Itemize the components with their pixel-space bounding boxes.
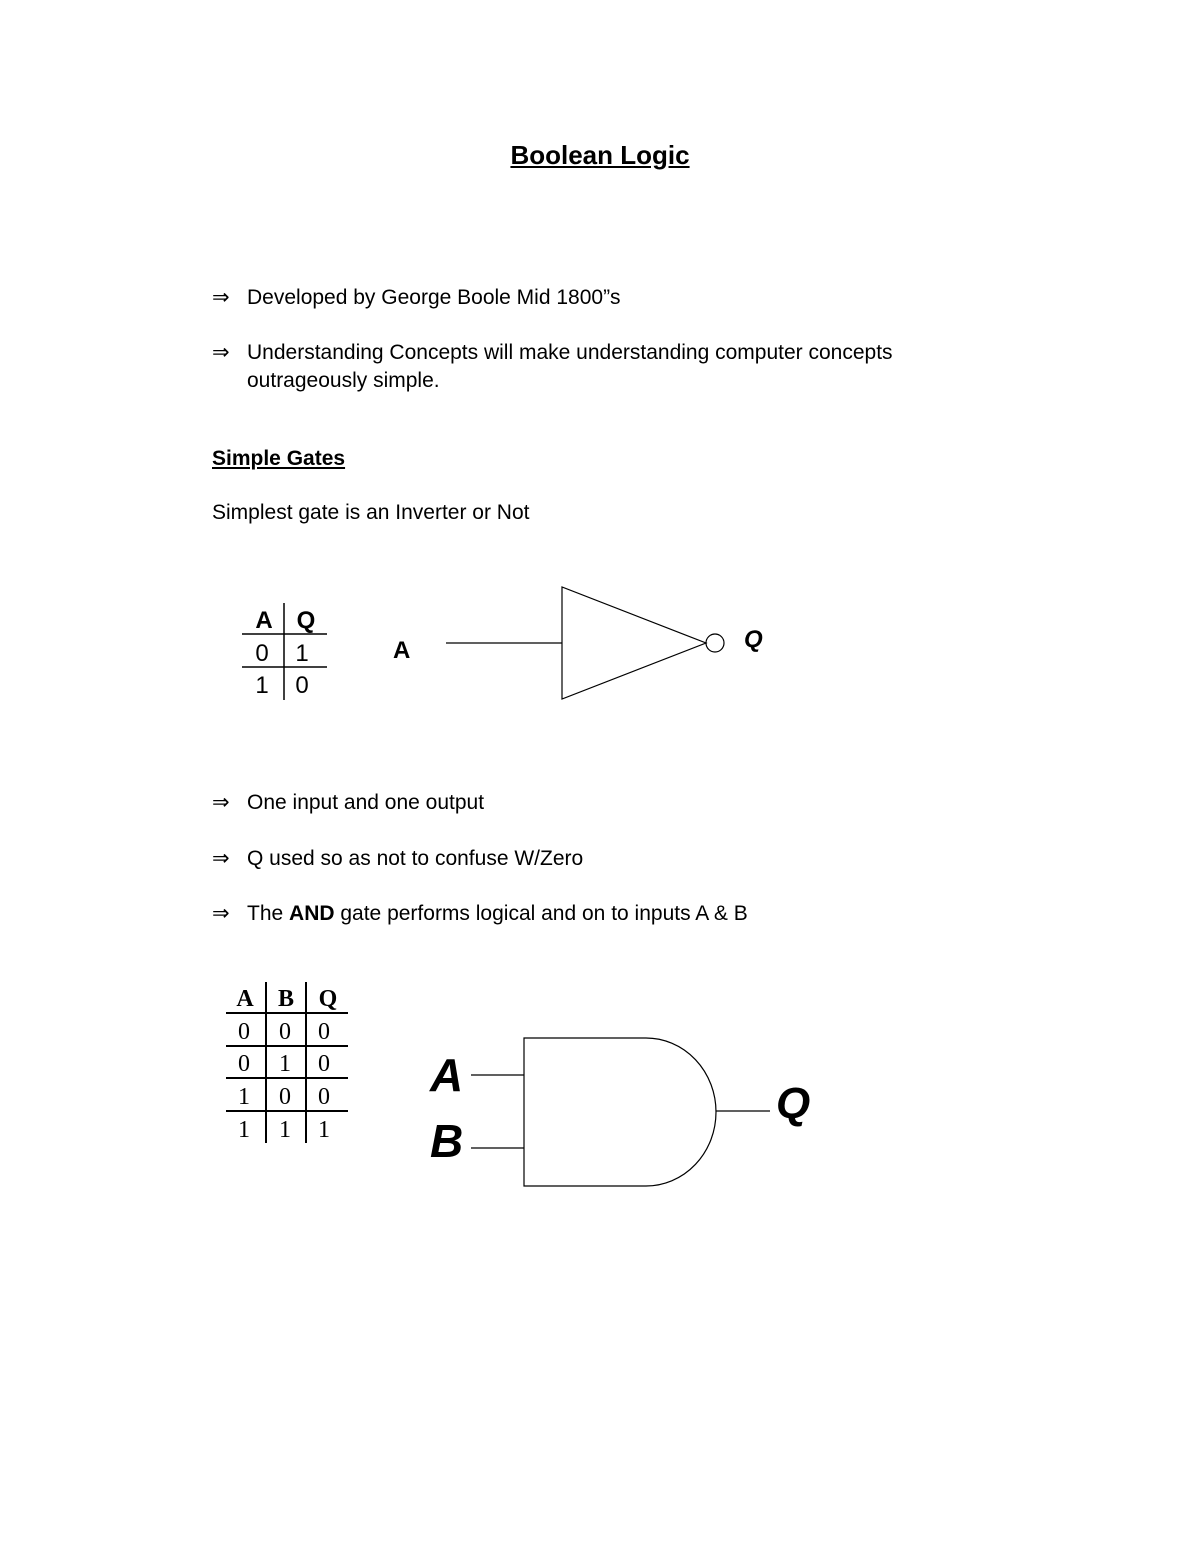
bullet-text: Understanding Concepts will make understanding computer concepts outrageously simple. xyxy=(247,341,893,392)
table-cell: 0 xyxy=(295,672,309,699)
text-prefix: The xyxy=(247,902,290,925)
table-cell: 0 xyxy=(279,1019,291,1045)
arrow-icon: ⇒ xyxy=(212,286,230,309)
section-intro: Simplest gate is an Inverter or Not xyxy=(212,501,530,524)
table-cell: 1 xyxy=(295,640,309,667)
table-header: A xyxy=(236,986,254,1012)
arrow-icon: ⇒ xyxy=(212,341,230,364)
bullet-text xyxy=(247,900,1007,928)
and-gate-body xyxy=(524,1038,716,1186)
table-cell: 1 xyxy=(238,1117,250,1143)
bullet-text: Q used so as not to confuse W/Zero xyxy=(247,847,584,870)
not-truth-table xyxy=(242,603,327,700)
arrow-icon: ⇒ xyxy=(212,902,230,925)
inverter-triangle xyxy=(562,587,706,699)
table-cell: 1 xyxy=(279,1051,291,1077)
input-label: A xyxy=(393,637,411,664)
table-cell: 1 xyxy=(279,1117,291,1143)
table-cell: 1 xyxy=(318,1117,330,1143)
table-cell: 0 xyxy=(318,1051,330,1077)
arrow-icon: ⇒ xyxy=(212,791,230,814)
bullet-item xyxy=(212,789,1007,817)
table-cell: 0 xyxy=(279,1084,291,1110)
bullet-item xyxy=(212,845,1007,873)
and-truth-table xyxy=(226,982,348,1143)
input-b-label: B xyxy=(430,1115,464,1167)
page-title: Boolean Logic xyxy=(510,140,690,170)
table-header: Q xyxy=(318,986,338,1012)
output-label: Q xyxy=(776,1079,811,1128)
table-cell: 0 xyxy=(238,1019,250,1045)
input-a-label: A xyxy=(430,1049,464,1101)
table-header: A xyxy=(255,607,273,634)
table-cell: 0 xyxy=(255,640,269,667)
bullet-text: One input and one output xyxy=(247,791,485,814)
bullet-text: Developed by George Boole Mid 1800”s xyxy=(247,286,621,309)
and-gate-symbol xyxy=(429,1038,810,1186)
bullet-item xyxy=(212,900,1007,928)
text-suffix: gate performs logical and on to inputs A & B xyxy=(334,902,748,925)
section-heading: Simple Gates xyxy=(212,447,346,470)
table-cell: 1 xyxy=(238,1084,250,1110)
table-header: Q xyxy=(296,607,316,634)
table-cell: 0 xyxy=(318,1084,330,1110)
inversion-bubble xyxy=(706,634,724,652)
and-keyword: AND xyxy=(289,902,335,925)
not-gate-symbol xyxy=(393,587,763,699)
table-cell: 0 xyxy=(238,1051,250,1077)
table-cell: 1 xyxy=(255,672,269,699)
output-label: Q xyxy=(744,626,763,653)
table-header: B xyxy=(277,986,295,1012)
arrow-icon: ⇒ xyxy=(212,847,230,870)
table-cell: 0 xyxy=(318,1019,330,1045)
